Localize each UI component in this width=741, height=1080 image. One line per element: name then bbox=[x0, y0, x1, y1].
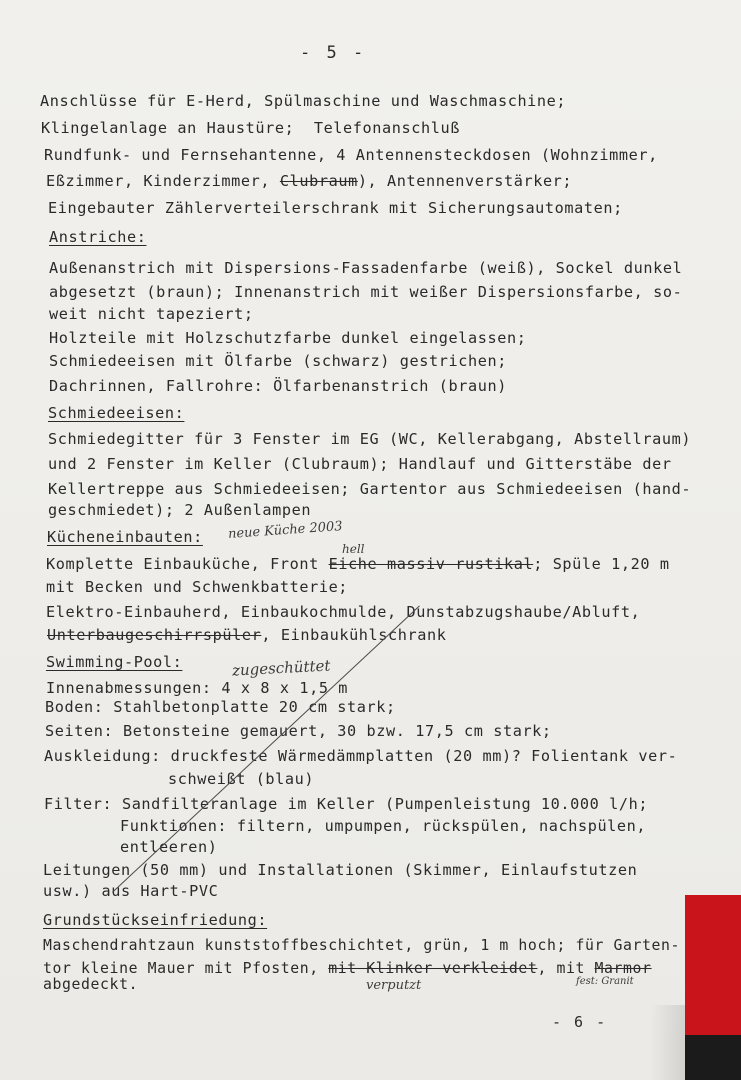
struck-text: Eiche massiv rustikal bbox=[328, 555, 534, 573]
text-line: Schmiedeeisen mit Ölfarbe (schwarz) gestrichen; bbox=[49, 352, 507, 370]
text-line: Maschendrahtzaun kunststoffbeschichtet, grün, 1 m hoch; für Garten- bbox=[43, 937, 681, 954]
section-heading-anstriche: Anstriche: bbox=[49, 228, 147, 246]
section-heading-kuecheneinbauten: Kücheneinbauten: bbox=[47, 528, 203, 546]
text-line: entleeren) bbox=[120, 838, 218, 856]
struck-text: mit Klinker verkleidet bbox=[328, 960, 538, 977]
text-line: usw.) aus Hart-PVC bbox=[43, 882, 219, 900]
text-line: Klingelanlage an Haustüre; Telefonanschluß bbox=[41, 119, 460, 137]
text-line: weit nicht tapeziert; bbox=[49, 305, 254, 323]
text-line: Anschlüsse für E-Herd, Spülmaschine und Waschmaschine; bbox=[40, 92, 567, 110]
page-shadow bbox=[650, 1005, 690, 1080]
section-heading-grundstueckseinfriedung: Grundstückseinfriedung: bbox=[43, 911, 268, 929]
text-line: Kellertreppe aus Schmiedeeisen; Gartentor aus Schmiedeeisen (hand- bbox=[48, 480, 692, 498]
text-line: Schmiedegitter für 3 Fenster im EG (WC, Kellerabgang, Abstellraum) bbox=[48, 430, 692, 448]
text-line: geschmiedet); 2 Außenlampen bbox=[48, 501, 312, 519]
struck-text: Clubraum bbox=[279, 172, 358, 190]
dark-background-corner bbox=[685, 1035, 741, 1080]
section-heading-schmiedeeisen: Schmiedeeisen: bbox=[48, 404, 185, 422]
text-line: abgedeckt. bbox=[43, 976, 139, 993]
text-line: Außenanstrich mit Dispersions-Fassadenfarbe (weiß), Sockel dunkel bbox=[49, 259, 683, 277]
text-line: Filter: Sandfilteranlage im Keller (Pumpenleistung 10.000 l/h; bbox=[44, 795, 649, 813]
text-line: mit Becken und Schwenkbatterie; bbox=[46, 578, 349, 596]
red-background-corner bbox=[685, 895, 741, 1035]
text-line: Funktionen: filtern, umpumpen, rückspülen, nachspülen, bbox=[120, 817, 647, 835]
struck-text: Unterbaugeschirrspüler bbox=[47, 626, 262, 644]
handwritten-note: fest: Granit bbox=[576, 976, 634, 987]
text-line: Eßzimmer, Kinderzimmer, Clubraum), Antennenverstärker; bbox=[46, 172, 573, 190]
text-line: Elektro-Einbauherd, Einbaukochmulde, Dunstabzugshaube/Abluft, bbox=[46, 603, 641, 621]
text-line: Rundfunk- und Fernsehantenne, 4 Antennensteckdosen (Wohnzimmer, bbox=[44, 146, 658, 164]
text-line: Auskleidung: druckfeste Wärmedämmplatten (20 mm)? Folientank ver- bbox=[44, 747, 678, 765]
text-line: Holzteile mit Holzschutzfarbe dunkel eingelassen; bbox=[49, 329, 527, 347]
page-number-bottom: - 6 - bbox=[552, 1013, 608, 1031]
section-heading-swimming-pool: Swimming-Pool: bbox=[46, 653, 183, 671]
handwritten-note: neue Küche 2003 bbox=[227, 519, 344, 542]
text-line: Leitungen (50 mm) und Installationen (Skimmer, Einlaufstutzen bbox=[43, 861, 638, 879]
text-line: tor kleine Mauer mit Pfosten, mit Klinker verkleidet, mit Marmor bbox=[43, 960, 652, 977]
handwritten-note: zugeschüttet bbox=[231, 656, 331, 680]
struck-text: Marmor bbox=[594, 960, 652, 977]
text-line: schweißt (blau) bbox=[168, 770, 315, 788]
handwritten-note: verputzt bbox=[366, 978, 422, 993]
text-line: Dachrinnen, Fallrohre: Ölfarbenanstrich (braun) bbox=[49, 377, 507, 395]
text-line: Eingebauter Zählerverteilerschrank mit Sicherungsautomaten; bbox=[48, 199, 623, 217]
text-line: Innenabmessungen: 4 x 8 x 1,5 m bbox=[46, 679, 349, 697]
text-line: Unterbaugeschirrspüler, Einbaukühlschrank bbox=[47, 626, 447, 644]
text-line: abgesetzt (braun); Innenanstrich mit weißer Dispersionsfarbe, so- bbox=[49, 283, 683, 301]
text-line: Seiten: Betonsteine gemauert, 30 bzw. 17,5 cm stark; bbox=[45, 722, 552, 740]
page-number-top: - 5 - bbox=[300, 43, 367, 63]
handwritten-note: hell bbox=[342, 542, 365, 556]
text-line: Boden: Stahlbetonplatte 20 cm stark; bbox=[45, 698, 396, 716]
text-line: und 2 Fenster im Keller (Clubraum); Handlauf und Gitterstäbe der bbox=[48, 455, 672, 473]
text-line: Komplette Einbauküche, Front Eiche massiv rustikal; Spüle 1,20 m bbox=[46, 555, 670, 573]
